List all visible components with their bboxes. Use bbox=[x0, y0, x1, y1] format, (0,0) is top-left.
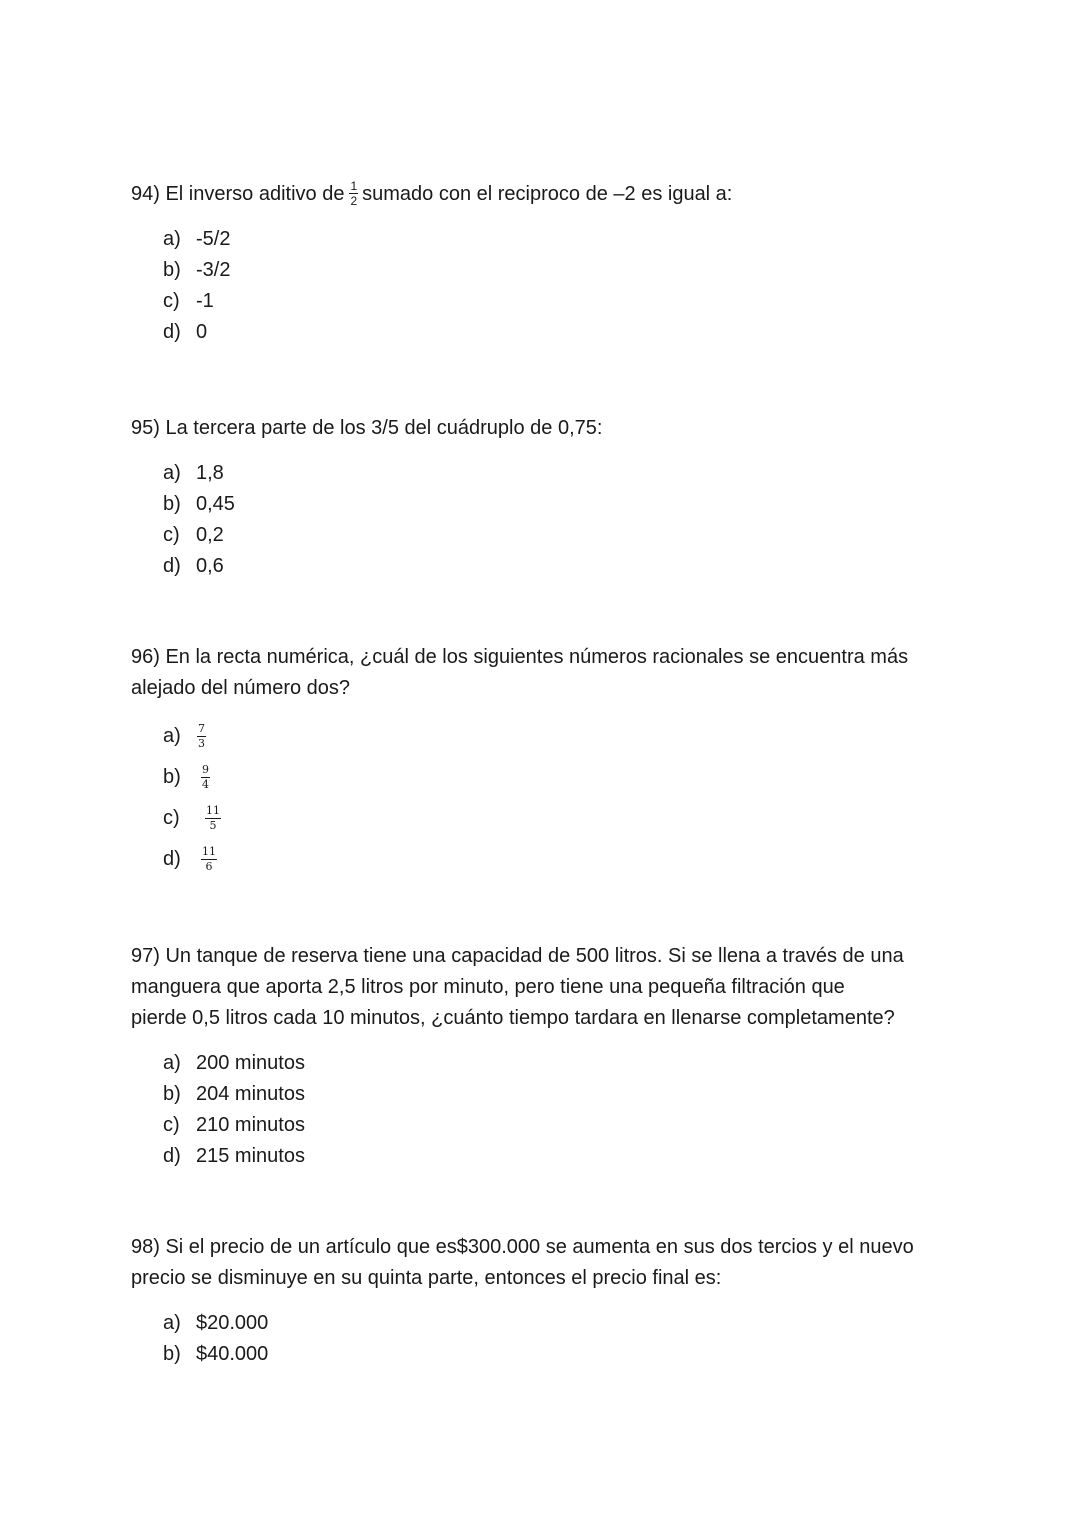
option-letter: b) bbox=[163, 1083, 181, 1105]
option-letter: b) bbox=[163, 259, 181, 281]
option-value: $20.000 bbox=[196, 1312, 269, 1334]
option-b bbox=[163, 255, 961, 286]
option-value: 0,45 bbox=[196, 493, 235, 515]
option-value: $40.000 bbox=[196, 1343, 269, 1365]
question-97 bbox=[131, 941, 961, 1172]
fraction-denominator: 3 bbox=[198, 737, 205, 750]
option-value: 0 bbox=[196, 321, 208, 343]
option-value: 1,8 bbox=[196, 462, 224, 484]
options-list bbox=[163, 1308, 961, 1370]
option-letter: c) bbox=[163, 1114, 180, 1136]
option-fraction bbox=[201, 846, 217, 873]
question-text bbox=[131, 413, 961, 444]
option-a bbox=[163, 458, 961, 489]
fraction-numerator: 7 bbox=[198, 722, 205, 735]
option-letter: a) bbox=[163, 228, 181, 250]
option-d bbox=[163, 551, 961, 582]
question-98 bbox=[131, 1232, 961, 1370]
option-d bbox=[163, 839, 961, 880]
option-value: 200 minutos bbox=[196, 1052, 305, 1074]
question-94 bbox=[131, 179, 961, 348]
option-letter: b) bbox=[163, 493, 181, 515]
option-d bbox=[163, 1141, 961, 1172]
question-line-1: Un tanque de reserva tiene una capacidad de 500 litros. Si se llena a través de una bbox=[165, 945, 904, 967]
option-d bbox=[163, 317, 961, 348]
option-value: 204 minutos bbox=[196, 1083, 305, 1105]
option-c bbox=[163, 1110, 961, 1141]
option-letter: a) bbox=[163, 1312, 181, 1334]
option-value: -3/2 bbox=[196, 259, 231, 281]
option-fraction bbox=[205, 805, 221, 832]
option-a bbox=[163, 224, 961, 255]
question-body: La tercera parte de los 3/5 del cuádruplo de 0,75: bbox=[165, 417, 603, 439]
question-text bbox=[131, 941, 961, 1034]
options-list bbox=[163, 458, 961, 582]
question-number: 97) bbox=[131, 945, 160, 967]
option-letter: d) bbox=[163, 321, 181, 343]
options-list bbox=[163, 1048, 961, 1172]
option-letter: d) bbox=[163, 555, 181, 577]
option-value: -1 bbox=[196, 290, 214, 312]
question-line-2: alejado del número dos? bbox=[131, 677, 351, 699]
question-text bbox=[131, 1232, 961, 1294]
option-value: 0,2 bbox=[196, 524, 224, 546]
option-c bbox=[163, 798, 961, 839]
option-letter: b) bbox=[163, 766, 181, 788]
option-value: -5/2 bbox=[196, 228, 231, 250]
question-line-1: Si el precio de un artículo que es$300.000 se aumenta en sus dos tercios y el nuevo bbox=[165, 1236, 914, 1258]
fraction-denominator: 5 bbox=[209, 819, 217, 832]
question-line-1: En la recta numérica, ¿cuál de los siguientes números racionales se encuentra más bbox=[165, 646, 909, 668]
question-text-before: El inverso aditivo de bbox=[165, 183, 345, 205]
question-96 bbox=[131, 642, 961, 880]
option-letter: c) bbox=[163, 807, 180, 829]
option-letter: b) bbox=[163, 1343, 181, 1365]
inline-fraction bbox=[349, 180, 358, 207]
option-b bbox=[163, 489, 961, 520]
question-text bbox=[131, 179, 961, 210]
question-number: 98) bbox=[131, 1236, 160, 1258]
option-a bbox=[163, 1048, 961, 1079]
option-letter: a) bbox=[163, 725, 181, 747]
option-b bbox=[163, 757, 961, 798]
fraction-denominator: 4 bbox=[202, 778, 209, 791]
option-letter: a) bbox=[163, 462, 181, 484]
option-value: 215 minutos bbox=[196, 1145, 305, 1167]
option-a bbox=[163, 1308, 961, 1339]
question-number: 96) bbox=[131, 646, 160, 668]
question-line-2: manguera que aporta 2,5 litros por minuto, pero tiene una pequeña filtración que bbox=[131, 976, 845, 998]
option-letter: d) bbox=[163, 848, 181, 870]
question-line-2: precio se disminuye en su quinta parte, entonces el precio final es: bbox=[131, 1267, 722, 1289]
option-value: 210 minutos bbox=[196, 1114, 305, 1136]
option-a bbox=[163, 716, 961, 757]
fraction-denominator: 2 bbox=[350, 194, 358, 209]
fraction-numerator: 1 bbox=[350, 179, 358, 194]
options-list bbox=[163, 224, 961, 348]
question-number: 95) bbox=[131, 417, 160, 439]
question-text bbox=[131, 642, 961, 704]
question-95 bbox=[131, 413, 961, 582]
option-b bbox=[163, 1339, 961, 1370]
option-letter: d) bbox=[163, 1145, 181, 1167]
question-text-after: sumado con el reciproco de –2 es igual a: bbox=[362, 183, 733, 205]
option-letter: c) bbox=[163, 524, 180, 546]
question-number: 94) bbox=[131, 183, 160, 205]
option-value: 0,6 bbox=[196, 555, 224, 577]
option-c bbox=[163, 520, 961, 551]
option-letter: c) bbox=[163, 290, 180, 312]
options-list bbox=[163, 716, 961, 880]
option-b bbox=[163, 1079, 961, 1110]
fraction-numerator: 9 bbox=[202, 763, 209, 776]
fraction-denominator: 6 bbox=[205, 860, 213, 873]
option-c bbox=[163, 286, 961, 317]
fraction-numerator: 11 bbox=[206, 804, 220, 817]
option-fraction bbox=[201, 764, 210, 791]
fraction-numerator: 11 bbox=[202, 845, 216, 858]
question-line-3: pierde 0,5 litros cada 10 minutos, ¿cuánto tiempo tardara en llenarse completamente? bbox=[131, 1007, 895, 1029]
option-letter: a) bbox=[163, 1052, 181, 1074]
option-fraction bbox=[197, 723, 206, 750]
